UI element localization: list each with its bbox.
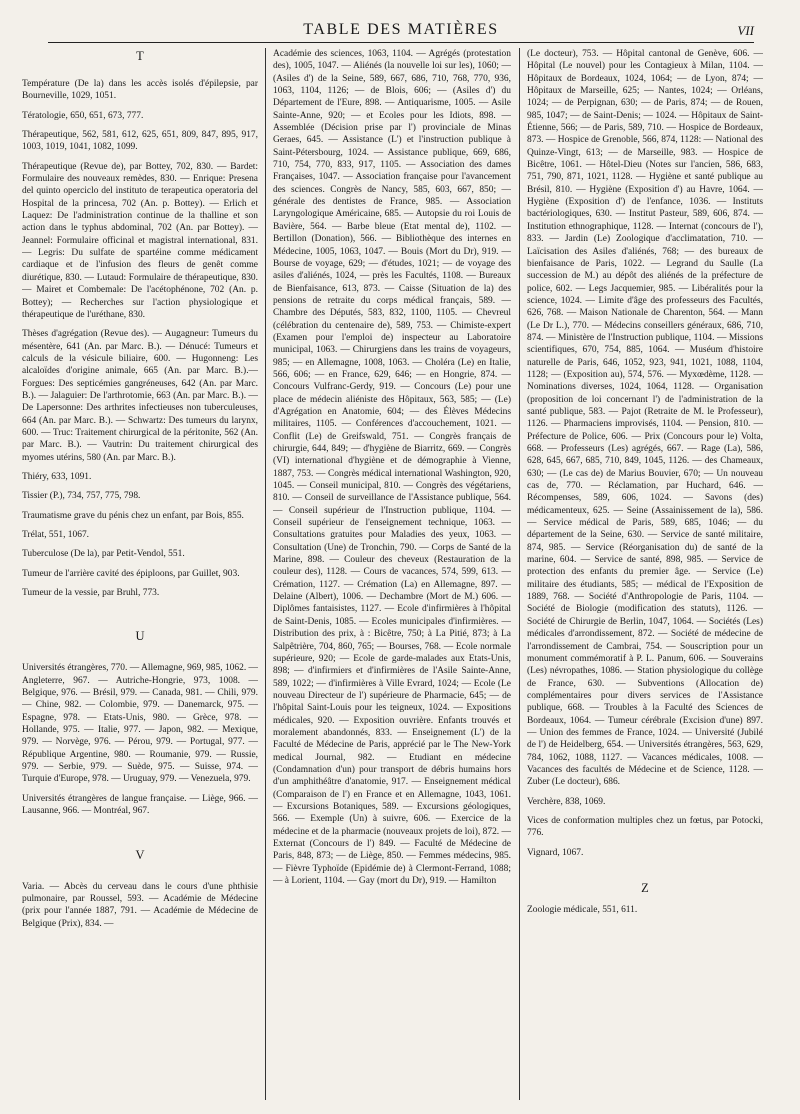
index-entry: Tuberculose (De la), par Petit-Vendol, 551. xyxy=(22,549,185,560)
index-entry: Universités étrangères, 770. — Allemagne, 969, 985, 1062. — Angleterre, 967. — Autriche-Hongrie, 973, 1008. — Belgique, 976. — Brésil, 979. — Canada, 981. — Chili, 979. — Chine, 982. — Colombie, 979. — Danemarck, 975. — Espagne, 978. — Etats-Unis, 980. — Grèce, 978. — Hollande, 975. — Italie, 977. — Japon, 982. — Mexique, 979. — Norvège, 976. — Pérou, 979. — Portugal, 977. — République Argentine, 980. — Roumanie, 979. — Russie, 979. — Serbie, 979. — Suède, 975. — Suisse, 974. — Turquie d'Europe, 978. — Uruguay, 979. — Venezuela, 979. xyxy=(22,663,258,785)
index-column-2 xyxy=(273,48,511,1106)
index-entry: Thérapeutique, 562, 581, 612, 625, 651, 809, 847, 895, 917, 1003, 1019, 1041, 1082, 1099. xyxy=(22,130,258,153)
index-entry: Tissier (P.), 734, 757, 775, 798. xyxy=(22,491,141,502)
index-entry: Trélat, 551, 1067. xyxy=(22,530,90,540)
index-entry: Zoologie médicale, 551, 611. xyxy=(527,905,638,915)
index-entry: Tératologie, 650, 651, 673, 777. xyxy=(22,110,144,121)
page-header xyxy=(48,18,754,43)
index-column-1 xyxy=(22,48,258,1106)
varia-continuation: (Le docteur), 753. — Hôpital cantonal de Genève, 606. — Hôpital (Le nouvel) pour les Contagieux à Milan, 1104. — Hôpitaux de Bordeaux, 1024, 1064; — de Lyon, 874; — Hôpitaux de Marseille, 625; — Nantes, 1024; — Orléans, 1024; — de Perpignan, 630; — de Paris, 874; — de Rouen, 985, 1047; — de Saint-Denis; — 1024. — Hôpitaux de Saint-Étienne, 566; — de Paris, 589, 710. — Hospice de Bordeaux, 873. — Hospice de Grenoble, 566, 874, 1128: — National des Quinze-Vingt, 613; — de Marseille, 983. — Hospice de Bicêtre, 1061. — Hôtel-Dieu (Notes sur l'ancien, 586, 683, 751, 790, 871, 1021, 1128. — Hygiène et santé publique au Brésil, 810. — Hygiène (Exposition d') au Havre, 1064. — Hygiène (Exposition d') de l'enfance, 1036. — Instituts bactériologiques, 630. — Institut Pasteur, 589, 606, 874. — Institution ethnographique, 1128. — Internat (concours de l'), 833. — Jardin (Le) Zoologique d'acclimatation, 710. — Laïcisation des Asiles d'aliénés, 768; — des bureaux de bienfaisance de Paris, 1022. — Legrand du Saulle (La succession de M.) au dépôt des aliénés de la préfecture de police, 602. — Legs Jacquemier, 985. — Libéralités pour la science, 1024. — Limite d'âge des professeurs des Facultés, 626, 768. — Maison Nationale de Charenton, 564. — Mann (Le Dr L.), 770. — Médecins conseillers généraux, 686, 710, 874. — Ministère de l'Instruction publique, 1104. — Missions scientifiques, 670, 754, 885, 1064. — Muséum d'histoire naturelle de Paris, 646, 1052, 923, 941, 1021, 1088, 1104, 1128; — (Exposition au), 574, 576. — Myxœdème, 1128. — Nominations diverses, 1024, 1064, 1128. — Organisation (proposition de loi concernant l') de l'administration de la santé publique, 583. — Pajot (Retraite de M. le Professeur), 1126. — Pharmaciens improvisés, 1104. — Pension, 810. — Préfecture de Police, 606. — Prix (Concours pour le) Volta, 668. — Professeurs (Les) agrégés, 667. — Rage (La), 586, 628, 645, 667, 685, 710, 849, 1045, 1126. — des Chameaux, 630; — (Le cas de) de Marius Bouvier, 670; — Un nouveau cas de, 770. — Réclamation, par Huchard, 646. — Récompenses, 589, 606, 1024. — Savons (des) médicamenteux, 625. — Seine (Assainissement de la), 586. — Service médical de Paris, 589, 685, 1046; — du département de la Seine, 630. — Service de santé militaire, 874, 985. — Service (Réorganisation du) de santé de la marine, 604. — Service de santé, 898, 985. — Service de protection des enfants du premier âge. — Service (Le) militaire des étudiants, 585; — médical de l'Exposition de 1889, 768. — Société d'Anthropologie de Paris, 1104. — Société de Biologie (modification des statuts), 1126. — Société de Chirurgie de Berlin, 1047, 1064. — Sociétés (Les) médicales d'arrondissement, 872. — Société de médecine de l'arrondissement de Cambrai, 754. — Souscription pour un monument commémoratif à P. L. Panum, 606. — Souverains (Les) névropathes, 1086. — Station physiologique du collège de France, 630. — Subventions (Allocation de) complémentaires pour divers services de l'Assistance publique, 668. — Troubles à la Faculté des Sciences de Bordeaux, 1064. — Tumeur cérébrale (Excision d'une) 897. — Union des femmes de France, 1024. — Université (Jubilé de l') de Heidelberg, 654. — Universités étrangères, 563, 629, 784, 1062, 1088, 1127. — Vacances médicales, 1008. — Vacances des facultés de Médecine et de Science, 1128. — Zuber (Le docteur), 686. xyxy=(527,49,763,788)
column-rule-left xyxy=(265,48,266,1100)
column-rule-right xyxy=(519,48,520,1100)
index-entry: Thèses d'agrégation (Revue des). — Augagneur: Tumeurs du mésentère, 641 (An. par Marc. B.). — Dénucé: Tumeurs et calculs de la vésicule biliaire, 600. — Hugonneng: Les alcaloïdes d'origine animale, 665 (An. par Marc. B.).—Forgues: Des septicémies gangréneuses, 642 (An. par Marc. B.). — Jalaguier: De l'arthrotomie, 663 (An. par Marc. B.). — De Lapersonne: Des arthrites infectieuses non tuberculeuses, 664 (An. par Marc. B.). — Schwartz: Des tumeurs du larynx, 600. — Truc: Traitement chirurgical de la péritonite, 562 (An. par Marc. B.). — Vautrin: Du traitement chirurgical des myomes utérins, 580 (An. par Marc. B.). xyxy=(22,329,258,463)
index-entry: Varia. — Abcès du cerveau dans le cours d'une phthisie pulmonaire, par Roussel, 593. — Académie de Médecine (prix pour l'année 1887, 791. — Académie de Médecine de Belgique (Prix), 834. — xyxy=(22,881,258,929)
index-entry: Traumatisme grave du pénis chez un enfant, par Bois, 855. xyxy=(22,510,244,521)
index-entry: Vignard, 1067. xyxy=(527,847,584,858)
varia-continuation: Académie des sciences, 1063, 1104. — Agrégés (protestation des), 1005, 1047. — Aliénés (la nouvelle loi sur les), 1060; — (Asiles d') de la Seine, 589, 667, 686, 710, 768, 770, 936, 1063, 1104, 1126; — de Blois, 606; — (Asiles d') du Département de l'Eure, 898. — Antiquarisme, 1005. — Asile Sainte-Anne, 920; — et Ecoles pour les Idiots, 898. — Assemblée (Décision prise par l') provinciale de Minas Geraes, 645. — Assistance (L') et l'instruction publique à Saint-Pétersbourg, 1024. — Assistance publique, 669, 686, 710, 754, 770, 833, 917, 1105. — Association des dames Françaises, 1047. — Association française pour l'avancement des sciences. Congrès de Nancy, 585, 603, 667, 850; — générale des dentistes de France, 985. — Association Laryngologique Américaine, 685. — Autopsie du roi Louis de Bavière, 564. — Barbe bleue (Etat mental de), 1102. — Bertillon (Donation), 566. — Bibliothèque des internes en Médecine, 1005, 1063, 1047. — Bouis (Mort du Dr), 919. — Bourse de voyage, 629; — d'études, 1021; — de voyage des asiles d'aliénés, 1024, — près les Facultés, 1108. — Bureaux de Bienfaisance, 613, 873. — Caisse (Situation de la) des pensions de retraite du corps médical français, 589. — Chambre des Députés, 583, 832, 1100, 1105. — Chevreul (célébration du centenaire de), 589, 753. — Chimiste-expert (Examen pour l'emploi de) inspecteur au Laboratoire municipal, 1063. — Chirurgiens dans les trains de voyageurs, 985; — en Allemagne, 1008, 1063. — Choléra (Le) en Italie, 566, 606; — en France, 629, 646; — en Hongrie, 874. — Concours Vulfranc-Gerdy, 919. — Concours (Le) pour une place de médecin aliéniste des Hôpitaux, 563, 585; — (Le) d'Agrégation en Anatomie, 604; — des Élèves Médecins militaires, 1105. — Conférences d'accouchement, 1021. — Conflit (Le) de Greifswald, 751. — Congrès français de chirurgie, 644, 849; — d'hygiène de Biarritz, 669. — Congrès (VI) international d'hygiène et de démographie à Vienne, 1887, 753. — Congrès médical international Washington, 920, 1045. — Conseil municipal, 810. — Congrès des végétariens, 810. — Conseil de surveillance de l'Assistance publique, 564. — Conseil supérieur de l'Instruction publique, 1104. — Conseil supérieur de l'enseignement technique, 1063. — Consultations gratuites pour Maladies des yeux, 1063. — Consultation (Une) de Tronchin, 790. — Corps de Santé de la Marine, 898. — Couleur des cheveux (Restauration de la couleur des), 1128. — Cours de vacances, 574, 599, 613. — Crémation, 1127. — Crémation (La) en Allemagne, 897. — Delaine (Albert), 1006. — Dechambre (Mort de M.) 606. — Diplômes fantaisistes, 1127. — Ecole d'infirmières à l'hôpital de Saint-Denis, 1085. — Ecoles municipales d'infirmières. — Distribution des prix, à : Bicêtre, 750; à La Pitié, 873; à La Salpêtrière, 704, 860, 765; — Bourses, 768. — Ecole normale supérieure, 920; — Ecole de garde-malades aux Etats-Unis, 898; — d'infirmiers et d'infirmières de l'Asile Sainte-Anne, 589, 1022; — d'infirmières à Ville Evrard, 1024; — Ecole (Le nouveau Directeur de l') supérieure de Pharmacie, 645; — de l'hôpital Saint-Louis pour les teigneux, 1024. — Expositions médicales, 920. — Exposition ouvrière. Enfants trouvés et moralement abandonnés, 833. — Enseignement (L') de la Faculté de Médecine de Paris, apprécié par le The New-York medical Journal, 982. — Etudiant en médecine (Condamnation d'un) pour transport de débris humains hors d'un amphithéâtre d'anatomie, 917. — Enseignement médical (Comparaison de l') en France et en Allemagne, 1043, 1061. — Excursions Botaniques, 589. — Excursions géologiques, 566. — Exemple (Un) à suivre, 606. — Exercice de la médecine et de la pharmacie (nouveaux projets de loi), 872. — Externat (Concours de l') 849. — Faculté de Médecine de Paris, 848, 873; — de Liège, 850. — Femmes médecins, 985. — Fièvre Typhoïde (Epidémie de) à Clermont-Ferrand, 1088; — à Lorient, 1104. — Gay (mort du Dr), 919. — Hamilton xyxy=(273,49,511,887)
index-entry: Tumeur de la vessie, par Bruhl, 773. xyxy=(22,588,160,599)
index-entry: Vices de conformation multiples chez un fœtus, par Potocki, 776. xyxy=(527,815,763,839)
index-entry: Verchère, 838, 1069. xyxy=(527,796,606,807)
index-entry: Thiéry, 633, 1091. xyxy=(22,471,92,482)
index-column-3 xyxy=(527,48,763,1106)
section-letter-t: T xyxy=(136,49,144,63)
index-entry: Tumeur de l'arrière cavité des épiploons, par Guillet, 903. xyxy=(22,568,240,579)
index-entry: Thérapeutique (Revue de), par Bottey, 702, 830. — Bardet: Formulaire des nouveaux remèdes, 830. — Enrique: Presena del quinto operciclo del instituto de terapeutica operatoria del Hospital de la princesa, 702 (An. p. Bottey). — Erlich et Laquez: De l'administration continue de la thalline et son action dans le typhus abdominal, 702 (An. par Bottey). — Jeannel: Formulaire officinal et magistral international, 831. — Legris: Du sulfate de spartéine comme médicament cardiaque et de l'infusion des fleurs de genêt comme diurétique, 830. — Lutaud: Formulaire de thérapeutique, 830. — Mairet et Combemale: De l'acétophénone, 702 (An. p. Bottey); — Recherches sur l'action physiologique et thérapeutique de l'uréthane, 830. xyxy=(22,161,258,320)
section-letter-v: V xyxy=(135,847,145,862)
page-number: VII xyxy=(737,23,754,38)
index-entry: Température (De la) dans les accès isolés d'épilepsie, par Bourneville, 1029, 1051. xyxy=(22,79,258,102)
running-title: TABLE DES MATIÈRES xyxy=(303,21,499,38)
section-letter-z: Z xyxy=(641,881,649,895)
section-letter-u: U xyxy=(135,629,145,644)
index-entry: Universités étrangères de langue française. — Liège, 966. — Lausanne, 966. — Montréal, 967. xyxy=(22,793,258,817)
